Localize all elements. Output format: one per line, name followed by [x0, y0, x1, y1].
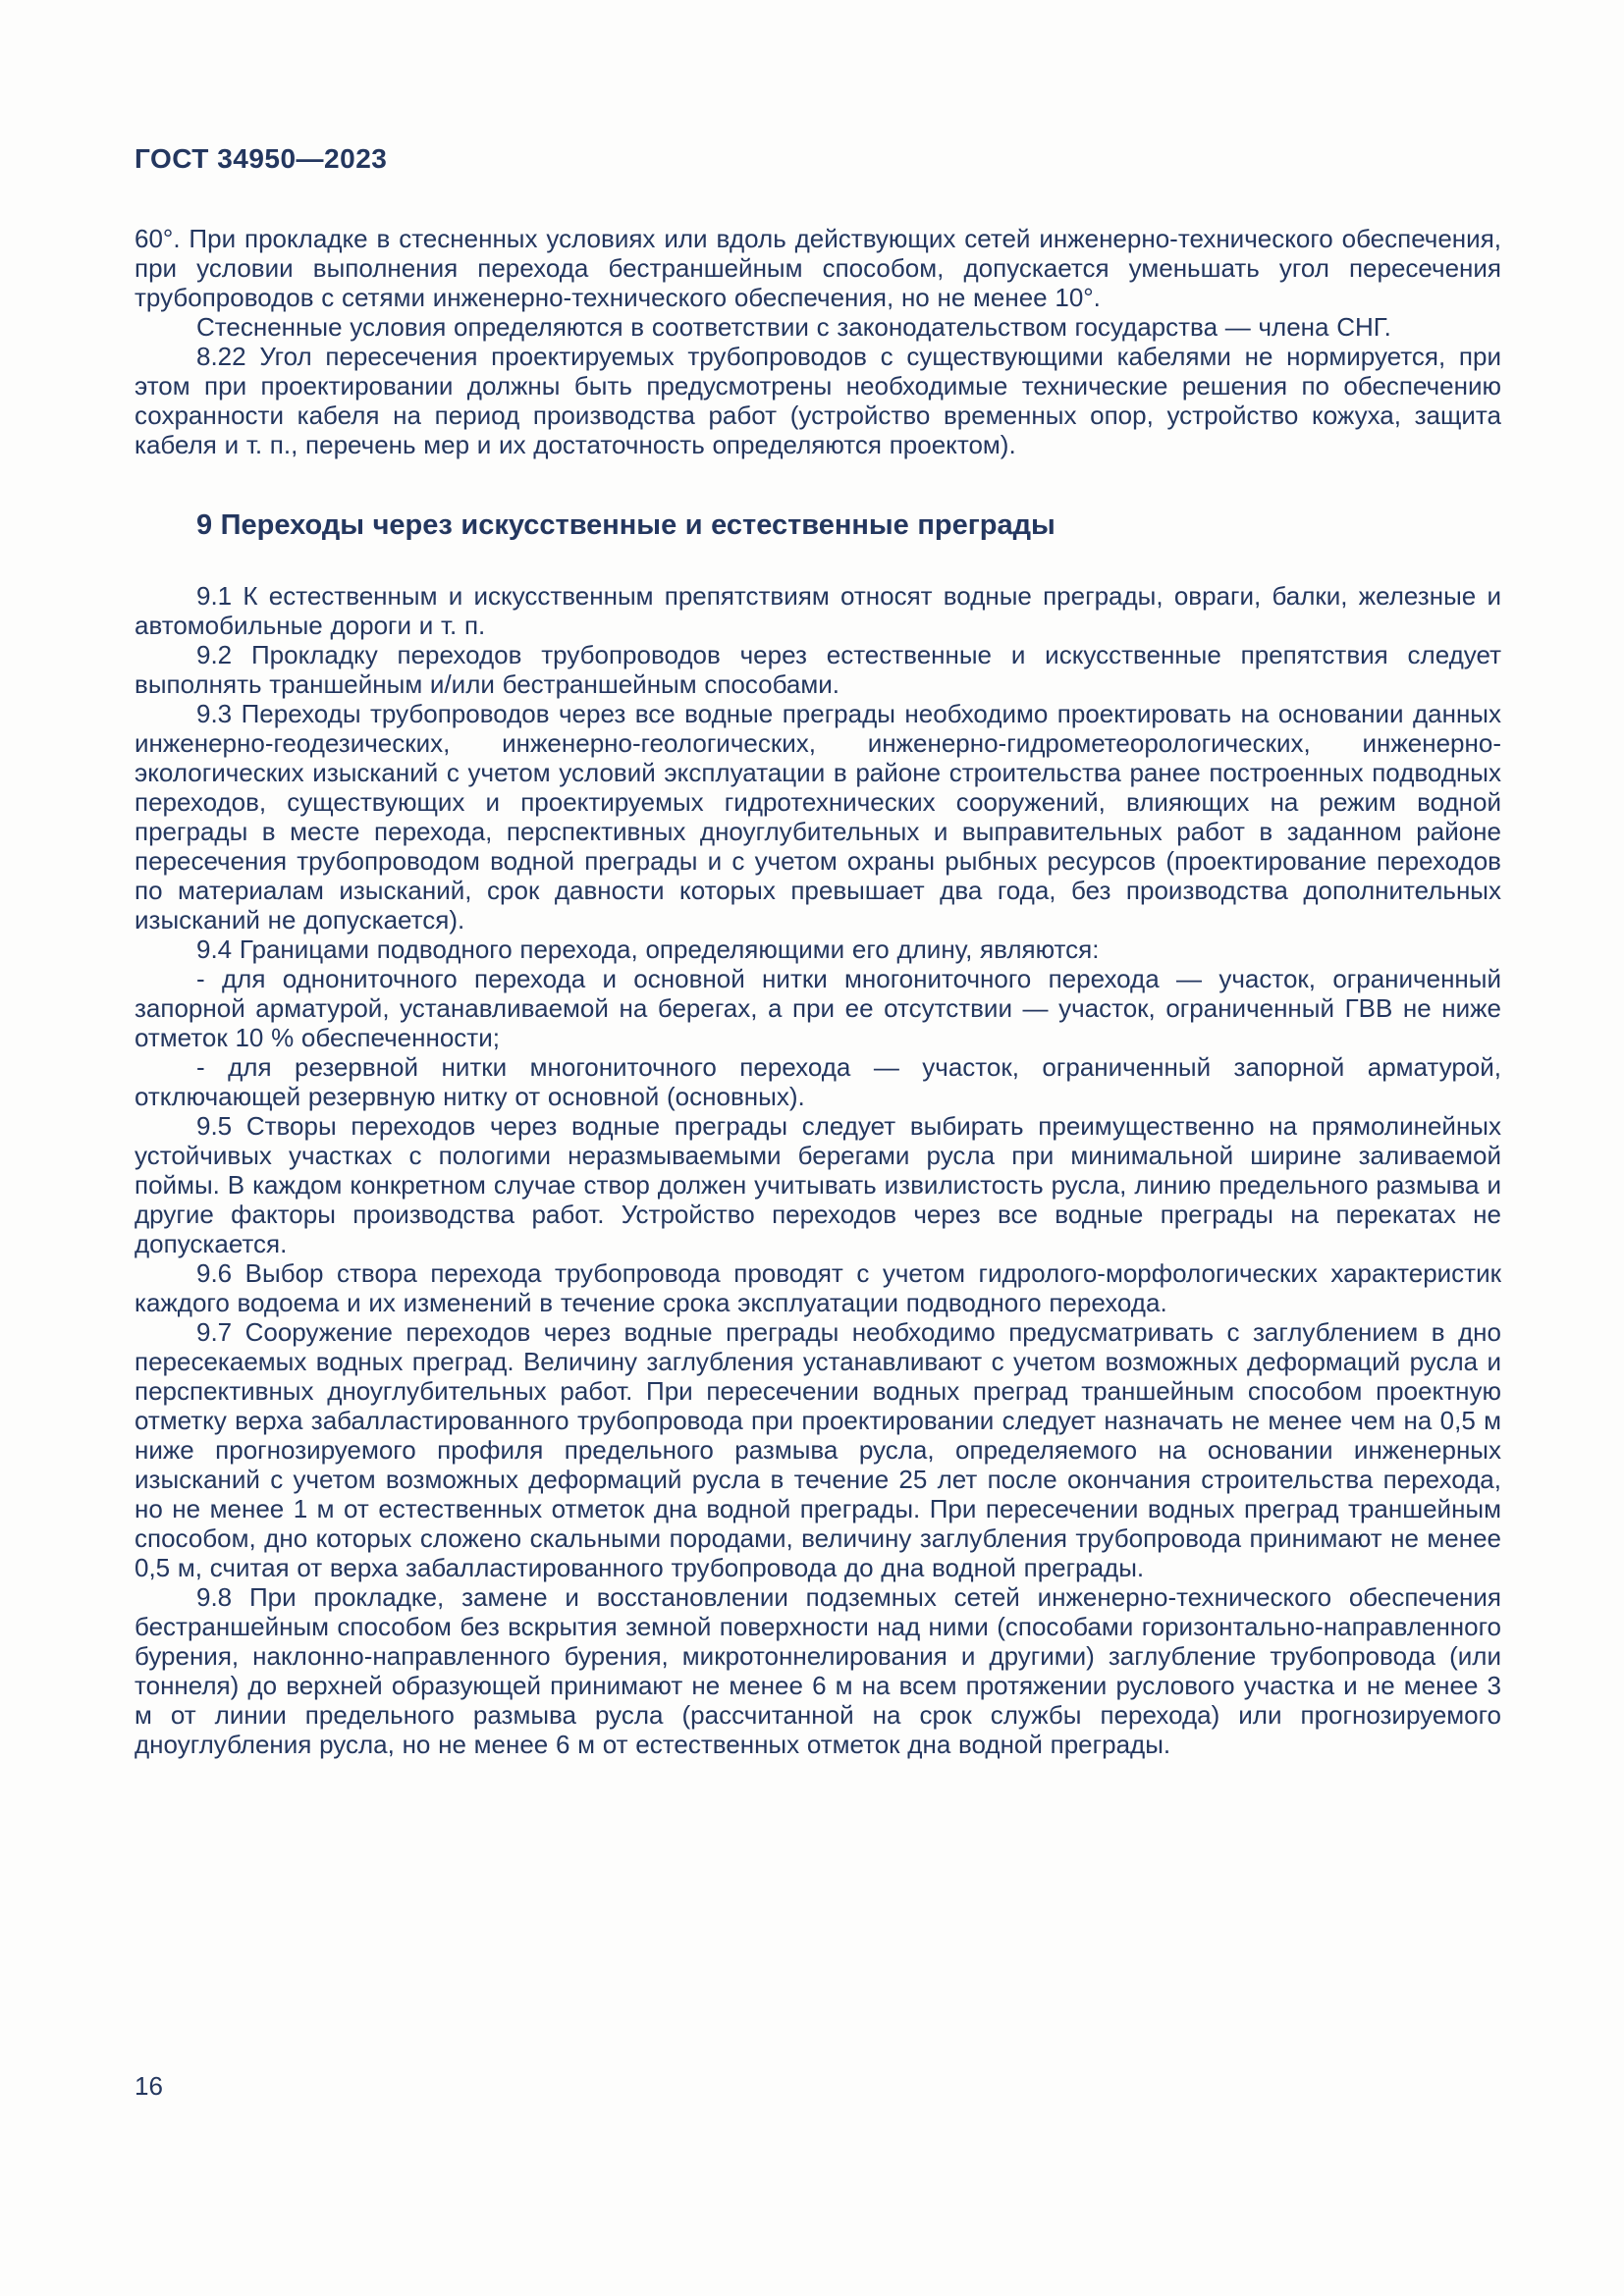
paragraph-9-8: 9.8 При прокладке, замене и восстановлении подземных сетей инженерно-технического обеспечения бестраншейным способом без вскрытия земной поверхности над ними (способами горизонтально-направленного бурения, наклонно-направленного бурения, микротоннелирования и другими) заглубление трубопровода (или тоннеля) до верхней образующей принимают не менее 6 м на всем протяжении руслового участка и не менее 3 м от линии предельного размыва русла (рассчитанной на срок службы перехода) или прогнозируемого дноуглубления русла, но не менее 6 м от естественных отметок дна водной преграды.: [135, 1582, 1501, 1759]
paragraph-9-7: 9.7 Сооружение переходов через водные преграды необходимо предусматривать с заглублением в дно пересекаемых водных преград. Величину заглубления устанавливают с учетом возможных деформаций русла и перспективных дноуглубительных работ. При пересечении водных преград траншейным способом проектную отметку верха забалластированного трубопровода при проектировании следует назначать не менее чем на 0,5 м ниже прогнозируемого профиля предельного размыва русла, определяемого на основании инженерных изысканий с учетом возможных деформаций русла в течение 25 лет после окончания строительства перехода, но не менее 1 м от естественных отметок дна водной преграды. При пересечении водных преград траншейным способом, дно которых сложено скальными породами, величину заглубления трубопровода принимают не менее 0,5 м, считая от верха забалластированного трубопровода до дна водной преграды.: [135, 1317, 1501, 1582]
paragraph-9-2: 9.2 Прокладку переходов трубопроводов через естественные и искусственные препятствия следует выполнять траншейным и/или бестраншейным способами.: [135, 640, 1501, 699]
paragraph-9-6: 9.6 Выбор створа перехода трубопровода проводят с учетом гидролого-морфологических характеристик каждого водоема и их изменений в течение срока эксплуатации подводного перехода.: [135, 1258, 1501, 1317]
paragraph-9-1: 9.1 К естественным и искусственным препятствиям относят водные преграды, овраги, балки, железные и автомобильные дороги и т. п.: [135, 581, 1501, 640]
document-header: ГОСТ 34950—2023: [135, 143, 388, 174]
paragraph-9-3: 9.3 Переходы трубопроводов через все водные преграды необходимо проектировать на основании данных инженерно-геодезических, инженерно-геологических, инженерно-гидрометеорологических, инженерно-экологических изысканий с учетом условий эксплуатации в районе строительства ранее построенных подводных переходов, существующих и проектируемых гидротехнических сооружений, влияющих на режим водной преграды в месте перехода, перспективных дноуглубительных и выправительных работ в заданном районе пересечения трубопроводом водной преграды и с учетом охраны рыбных ресурсов (проектирование переходов по материалам изысканий, срок давности которых превышает два года, без производства дополнительных изысканий не допускается).: [135, 699, 1501, 934]
paragraph-9-5: 9.5 Створы переходов через водные преграды следует выбирать преимущественно на прямолинейных устойчивых участках с пологими неразмываемыми берегами русла при минимальной ширине заливаемой поймы. В каждом конкретном случае створ должен учитывать извилистость русла, линию предельного размыва и другие факторы производства работ. Устройство переходов через все водные преграды на перекатах не допускается.: [135, 1111, 1501, 1258]
paragraph-9-4-list-item-2: - для резервной нитки многониточного перехода — участок, ограниченный запорной арматурой, отключающей резервную нитку от основной (основных).: [135, 1052, 1501, 1111]
paragraph-8-22: 8.22 Угол пересечения проектируемых трубопроводов с существующими кабелями не нормируется, при этом при проектировании должны быть предусмотрены необходимые технические решения по обеспечению сохранности кабеля на период производства работ (устройство временных опор, устройство кожуха, защита кабеля и т. п., перечень мер и их достаточность определяются проектом).: [135, 342, 1501, 459]
paragraph-9-4-list-item-1: - для однониточного перехода и основной нитки многониточного перехода — участок, ограниченный запорной арматурой, устанавливаемой на берегах, а при ее отсутствии — участок, ограниченный ГВВ не ниже отметок 10 % обеспеченности;: [135, 964, 1501, 1052]
document-body: [135, 224, 1501, 1759]
section-9-heading: 9 Переходы через искусственные и естественные преграды: [196, 509, 1056, 541]
page-number: 16: [135, 2071, 163, 2101]
paragraph-9-4: 9.4 Границами подводного перехода, определяющими его длину, являются:: [196, 934, 1100, 964]
paragraph-constrained-conditions: Стесненные условия определяются в соответствии с законодательством государства — члена СНГ.: [196, 312, 1391, 342]
paragraph-continuation: 60°. При прокладке в стесненных условиях или вдоль действующих сетей инженерно-технического обеспечения, при условии выполнения перехода бестраншейным способом, допускается уменьшать угол пересечения трубопроводов с сетями инженерно-технического обеспечения, но не менее 10°.: [135, 224, 1501, 312]
